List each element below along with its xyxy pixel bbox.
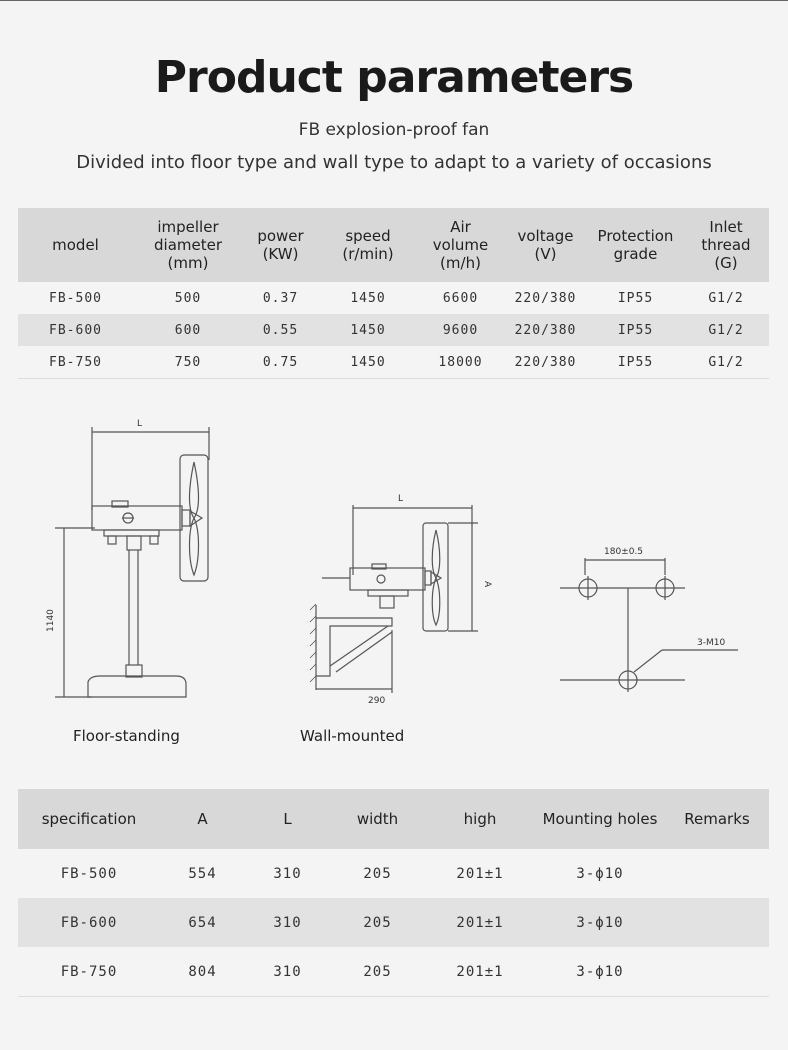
table-row xyxy=(18,947,769,997)
wall-mounted-drawing xyxy=(310,505,478,693)
header-protection-grade: Protection grade xyxy=(588,208,683,282)
header-A: A xyxy=(160,789,245,849)
cell-mounting-holes: 3-ϕ10 xyxy=(576,865,624,882)
cell-high: 201±1 xyxy=(425,898,535,947)
cell-specification: FB-750 xyxy=(18,947,160,997)
cell-voltage: 220/380 xyxy=(514,290,577,306)
cell-speed: 1450 xyxy=(318,314,418,346)
header-specification: specification xyxy=(18,789,160,849)
cell-L: 310 xyxy=(245,898,330,947)
mounting-holes-drawing xyxy=(560,558,738,692)
table-row xyxy=(18,346,769,379)
cell-air-volume: 9600 xyxy=(418,314,503,346)
cell-inlet: G1/2 xyxy=(683,314,769,346)
wall-L-label: L xyxy=(398,494,404,504)
floor-L-label: L xyxy=(137,419,143,429)
cell-protection: IP55 xyxy=(588,314,683,346)
cell-impeller: 500 xyxy=(174,290,202,306)
header-impeller-diameter: impeller diameter (mm) xyxy=(133,208,243,282)
cell-remarks xyxy=(665,898,769,947)
cell-specification: FB-600 xyxy=(18,898,160,947)
cell-mounting-holes: 3-ϕ10 xyxy=(535,898,665,947)
cell-protection: IP55 xyxy=(617,290,654,306)
cell-specification: FB-500 xyxy=(60,865,118,882)
cell-remarks xyxy=(665,947,769,997)
cell-width: 205 xyxy=(363,865,392,882)
cell-impeller: 600 xyxy=(133,314,243,346)
cell-voltage: 220/380 xyxy=(503,314,588,346)
cell-high: 201±1 xyxy=(425,947,535,997)
header-L: L xyxy=(245,789,330,849)
installation-diagrams xyxy=(0,400,788,760)
table-row xyxy=(18,282,769,314)
cell-L: 310 xyxy=(273,865,302,882)
cell-L: 310 xyxy=(245,947,330,997)
header-remarks: Remarks xyxy=(665,789,769,849)
cell-A: 804 xyxy=(160,947,245,997)
cell-high: 201±1 xyxy=(456,865,504,882)
cell-impeller: 750 xyxy=(133,346,243,379)
cell-power: 0.75 xyxy=(243,346,318,379)
header-high: high xyxy=(425,789,535,849)
cell-air-volume: 6600 xyxy=(442,290,479,306)
wall-mounted-caption: Wall-mounted xyxy=(300,727,405,745)
header-power: power (KW) xyxy=(243,208,318,282)
page-description: Divided into floor type and wall type to adapt to a variety of occasions xyxy=(76,152,712,173)
cell-model: FB-750 xyxy=(18,346,133,379)
holes-spacing-label: 180±0.5 xyxy=(604,547,644,557)
cell-speed: 1450 xyxy=(318,346,418,379)
cell-width: 205 xyxy=(330,898,425,947)
floor-standing-caption: Floor-standing xyxy=(73,727,180,745)
cell-inlet: G1/2 xyxy=(683,346,769,379)
page-subtitle: FB explosion-proof fan xyxy=(298,120,490,140)
wall-290-label: 290 xyxy=(368,696,386,706)
table-row xyxy=(18,314,769,346)
header-air-volume: Air volume (m/h) xyxy=(418,208,503,282)
header-voltage: voltage (V) xyxy=(503,208,588,282)
header-speed: speed (r/min) xyxy=(318,208,418,282)
cell-remarks xyxy=(665,849,769,898)
floor-height-label: 1140 xyxy=(46,609,56,632)
table-row xyxy=(18,849,769,898)
floor-standing-drawing xyxy=(55,427,209,697)
header-inlet-thread: Inlet thread (G) xyxy=(683,208,769,282)
cell-width: 205 xyxy=(330,947,425,997)
holes-count-label: 3-M10 xyxy=(697,638,726,648)
page-title: Product parameters xyxy=(154,52,634,103)
cell-speed: 1450 xyxy=(350,290,386,306)
cell-voltage: 220/380 xyxy=(503,346,588,379)
top-divider xyxy=(0,0,788,1)
cell-power: 0.55 xyxy=(243,314,318,346)
parameters-header-row xyxy=(18,208,769,282)
header-width: width xyxy=(330,789,425,849)
cell-protection: IP55 xyxy=(588,346,683,379)
specification-header-row xyxy=(18,789,769,849)
cell-mounting-holes: 3-ϕ10 xyxy=(535,947,665,997)
wall-A-label: A xyxy=(482,581,492,588)
table-row xyxy=(18,898,769,947)
cell-power: 0.37 xyxy=(262,290,299,306)
parameters-table xyxy=(18,208,769,379)
cell-inlet: G1/2 xyxy=(708,290,744,306)
cell-A: 654 xyxy=(160,898,245,947)
cell-model: FB-600 xyxy=(18,314,133,346)
cell-model: FB-500 xyxy=(49,290,102,306)
header-model: model xyxy=(18,208,133,282)
cell-air-volume: 18000 xyxy=(418,346,503,379)
header-mounting-holes: Mounting holes xyxy=(535,789,665,849)
specification-table xyxy=(18,789,769,997)
cell-A: 554 xyxy=(188,865,217,882)
